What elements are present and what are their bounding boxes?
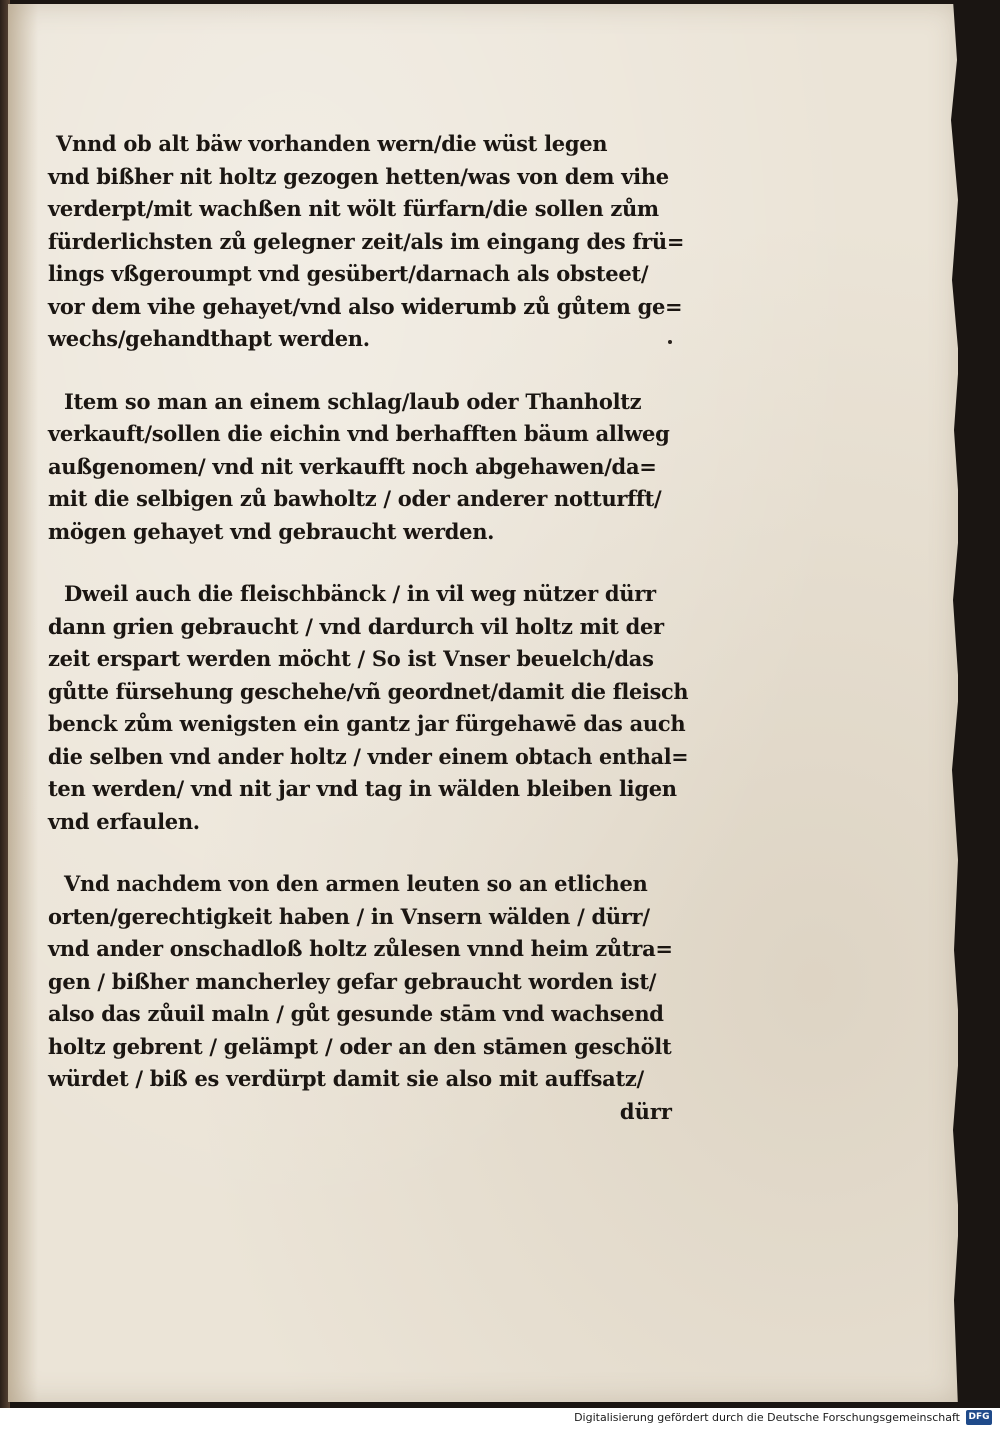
text-line: lings vßgeroumpt vnd gesübert/darnach als obsteet/ (48, 261, 649, 286)
text-line: holtz gebrent / gelämpt / oder an den stāmen geschölt (48, 1033, 672, 1059)
paragraph (48, 128, 688, 356)
text-line: Item so man an einem schlag/laub oder Thanholtz (64, 388, 642, 414)
footer-bar (0, 1408, 1000, 1429)
text-line: benck zům wenigsten ein gantz jar fürgehawē das auch (48, 711, 686, 736)
text-line: zeit erspart werden möcht / So ist Vnser beuelch/das (48, 646, 654, 671)
text-line: orten/gerechtigkeit haben / in Vnsern wälden / dürr/ (48, 903, 650, 929)
text-line: gen / bißher mancherley gefar gebraucht worden ist/ (48, 968, 657, 994)
text-line: Dweil auch die fleischbänck / in vil weg nützer dürr (64, 581, 656, 606)
text-line: dann grien gebraucht / vnd dardurch vil holtz mit der (48, 613, 664, 639)
text-line: außgenomen/ vnd nit verkaufft noch abgehawen/da= (48, 453, 657, 479)
torn-page-edge (945, 0, 965, 1408)
catchword: dürr (619, 1098, 672, 1124)
text-line: mit die selbigen zů bawholtz / oder anderer notturfft/ (48, 486, 662, 511)
text-line: würdet / biß es verdürpt damit sie also mit auffsatz/ (48, 1066, 644, 1091)
text-line: gůtte fürsehung geschehe/vñ geordnet/damit die fleisch (48, 678, 689, 704)
text-line: wechs/gehandthapt werden. (48, 326, 370, 351)
text-line: vnd ander onschadloß holtz zůlesen vnnd heim zůtra= (48, 936, 673, 961)
text-line: mögen gehayet vnd gebraucht werden. (48, 518, 495, 544)
text-line: ten werden/ vnd nit jar vnd tag in wälden bleiben ligen (48, 776, 677, 801)
paragraph (48, 386, 688, 549)
body-text (48, 128, 688, 1158)
text-line: also das zůuil maln / gůt gesunde stām vnd wachsend (48, 1001, 664, 1026)
text-line: verderpt/mit wachßen nit wölt fürfarn/die sollen zům (48, 196, 659, 221)
text-line: vnd erfaulen. (48, 808, 200, 834)
paragraph (48, 578, 688, 838)
text-line: die selben vnd ander holtz / vnder einem obtach enthal= (48, 743, 689, 769)
text-line: Vnnd ob alt bäw vorhanden wern/die wüst legen (56, 131, 608, 156)
text-line: fürderlichsten zů gelegner zeit/als im eingang des frü= (48, 228, 685, 254)
text-line: verkauft/sollen die eichin vnd berhafften bäum allweg (48, 421, 670, 446)
funding-credit: Digitalisierung gefördert durch die Deutsche Forschungsgemeinschaft (574, 1411, 960, 1424)
text-line: vnd bißher nit holtz gezogen hetten/was von dem vihe (48, 163, 669, 189)
paragraph (48, 868, 688, 1128)
text-line: vor dem vihe gehayet/vnd also widerumb zů gůtem ge= (48, 293, 683, 319)
dfg-logo[interactable]: DFG (966, 1410, 992, 1425)
text-line: Vnd nachdem von den armen leuten so an etlichen (64, 871, 648, 896)
page-gutter-shadow (8, 4, 38, 1402)
